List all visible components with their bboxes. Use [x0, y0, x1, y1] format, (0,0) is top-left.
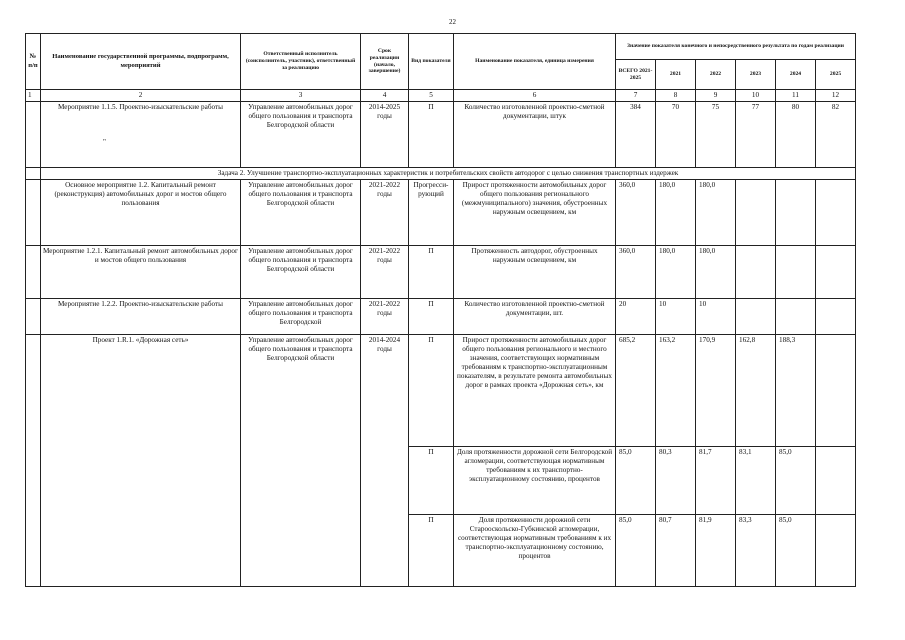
- row-value: [816, 180, 856, 246]
- row-value: 81,7: [696, 447, 736, 515]
- row-indicator: Протяженность автодорог, обустроенных наружным освещением, км: [454, 246, 616, 299]
- indicators-table: [25, 33, 856, 587]
- column-number: 11: [776, 90, 816, 102]
- header-total: ВСЕГО 2021-2025: [616, 60, 656, 90]
- column-numbers-row: [26, 90, 856, 102]
- row-value: 85,0: [776, 447, 816, 515]
- row-responsible: Управление автомобильных дорог общего пользования и транспорта Белгородской области: [241, 335, 361, 587]
- row-value: [816, 515, 856, 587]
- table-row: [26, 246, 856, 299]
- row-value: 180,0: [656, 246, 696, 299]
- task-row: [26, 168, 856, 180]
- header-year: 2024: [776, 60, 816, 90]
- row-name: Мероприятие 1.1.5. Проектно-изыскательские работы ": [41, 102, 241, 168]
- row-type: П: [409, 335, 454, 447]
- row-value: [736, 299, 776, 335]
- row-value: [816, 299, 856, 335]
- row-value: 80,7: [656, 515, 696, 587]
- row-type: П: [409, 299, 454, 335]
- row-value: [776, 180, 816, 246]
- row-value: 180,0: [696, 246, 736, 299]
- header-name: Наименование государственной программы, подпрограмм, мероприятий: [41, 34, 241, 90]
- row-value: [736, 246, 776, 299]
- row-term: 2014-2025 годы: [361, 102, 409, 168]
- row-value: 80: [776, 102, 816, 168]
- row-value: 180,0: [696, 180, 736, 246]
- row-term: 2014-2024 годы: [361, 335, 409, 587]
- row-value: 82: [816, 102, 856, 168]
- column-number: 8: [656, 90, 696, 102]
- column-number: 5: [409, 90, 454, 102]
- row-type: Прогресси-рующий: [409, 180, 454, 246]
- row-value: 162,8: [736, 335, 776, 447]
- column-number: 6: [454, 90, 616, 102]
- row-value-total: 360,0: [616, 180, 656, 246]
- header-responsible: Ответственный исполнитель (соисполнитель, участник), ответственный за реализацию: [241, 34, 361, 90]
- header-num: № п/п: [26, 34, 41, 90]
- row-responsible: Управление автомобильных дорог общего пользования и транспорта Белгородской области: [241, 246, 361, 299]
- row-value: 188,3: [776, 335, 816, 447]
- header-term: Срок реализации (начало, завершение): [361, 34, 409, 90]
- column-number: 3: [241, 90, 361, 102]
- header-year: 2025: [816, 60, 856, 90]
- row-value-total: 360,0: [616, 246, 656, 299]
- row-type: П: [409, 515, 454, 587]
- column-number: 2: [41, 90, 241, 102]
- table-row: [26, 180, 856, 246]
- row-type: П: [409, 102, 454, 168]
- header-year: 2023: [736, 60, 776, 90]
- row-value: 75: [696, 102, 736, 168]
- row-indicator: Количество изготовленной проектно-сметной документации, штук: [454, 102, 616, 168]
- row-value: [816, 447, 856, 515]
- row-type: П: [409, 246, 454, 299]
- row-indicator: Прирост протяженности автомобильных дорог общего пользования регионального (межмуниципального) значения, обустроенных наружным освещением, км: [454, 180, 616, 246]
- row-value-total: 685,2: [616, 335, 656, 447]
- row-name: Проект 1.R.1. «Дорожная сеть»: [41, 335, 241, 587]
- row-value: 81,9: [696, 515, 736, 587]
- row-type: П: [409, 447, 454, 515]
- column-number: 10: [736, 90, 776, 102]
- header-year: 2021: [656, 60, 696, 90]
- row-responsible: Управление автомобильных дорог общего пользования и транспорта Белгородской: [241, 299, 361, 335]
- header-year: 2022: [696, 60, 736, 90]
- row-indicator: Доля протяженности дорожной сети Старооскольско-Губкинской агломерации, соответствующая нормативным требованиям к их транспортно-эксплуатационному состоянию, процентов: [454, 515, 616, 587]
- row-value: 85,0: [776, 515, 816, 587]
- row-indicator: Доля протяженности дорожной сети Белгородской агломерации, соответствующая нормативным требованиям к их транспортно-эксплуатационному состоянию, процентов: [454, 447, 616, 515]
- column-number: 12: [816, 90, 856, 102]
- row-value: [776, 299, 816, 335]
- row-name: Мероприятие 1.2.2. Проектно-изыскательские работы: [41, 299, 241, 335]
- stray-mark: ": [103, 138, 106, 146]
- table-row: [26, 102, 856, 168]
- row-value: 77: [736, 102, 776, 168]
- row-term: 2021-2022 годы: [361, 299, 409, 335]
- column-number: 4: [361, 90, 409, 102]
- row-value: 170,9: [696, 335, 736, 447]
- row-value: [816, 335, 856, 447]
- header-values-group: Значение показателя конечного и непосредственного результата по годам реализации: [616, 34, 856, 60]
- row-name: Мероприятие 1.2.1. Капитальный ремонт автомобильных дорог и мостов общего пользования: [41, 246, 241, 299]
- page-number: 22: [449, 18, 456, 26]
- task-title: Задача 2. Улучшение транспортно-эксплуатационных характеристик и потребительских свойств автодорог с целью снижения транспортных издержек: [41, 168, 856, 180]
- column-number: 7: [616, 90, 656, 102]
- row-value: [736, 180, 776, 246]
- row-value-total: 20: [616, 299, 656, 335]
- row-value: [816, 246, 856, 299]
- row-value-total: 85,0: [616, 447, 656, 515]
- header-indicator: Наименование показателя, единица измерения: [454, 34, 616, 90]
- row-name: Основное мероприятие 1.2. Капитальный ремонт (реконструкция) автомобильных дорог и мостов общего пользования: [41, 180, 241, 246]
- row-value: 83,3: [736, 515, 776, 587]
- row-responsible: Управление автомобильных дорог общего пользования и транспорта Белгородской области: [241, 102, 361, 168]
- row-value: 80,3: [656, 447, 696, 515]
- row-value: 10: [696, 299, 736, 335]
- column-number: 9: [696, 90, 736, 102]
- row-value: 70: [656, 102, 696, 168]
- row-term: 2021-2022 годы: [361, 246, 409, 299]
- row-value: [776, 246, 816, 299]
- row-value-total: 85,0: [616, 515, 656, 587]
- row-value-total: 384: [616, 102, 656, 168]
- row-indicator: Прирост протяженности автомобильных дорог общего пользования регионального и местного значения, соответствующих нормативным требованиям к транспортно-эксплуатационным показателям, в результате ремонта автомобильных дорог в рамках проекта «Дорожная сеть», км: [454, 335, 616, 447]
- column-number: 1: [26, 90, 41, 102]
- row-value: 163,2: [656, 335, 696, 447]
- row-term: 2021-2022 годы: [361, 180, 409, 246]
- row-value: 180,0: [656, 180, 696, 246]
- row-value: 83,1: [736, 447, 776, 515]
- table-row: [26, 335, 856, 447]
- table-row: [26, 299, 856, 335]
- row-indicator: Количество изготовленной проектно-сметной документации, шт.: [454, 299, 616, 335]
- row-value: 10: [656, 299, 696, 335]
- row-responsible: Управление автомобильных дорог общего пользования и транспорта Белгородской области: [241, 180, 361, 246]
- header-type: Вид показателя: [409, 34, 454, 90]
